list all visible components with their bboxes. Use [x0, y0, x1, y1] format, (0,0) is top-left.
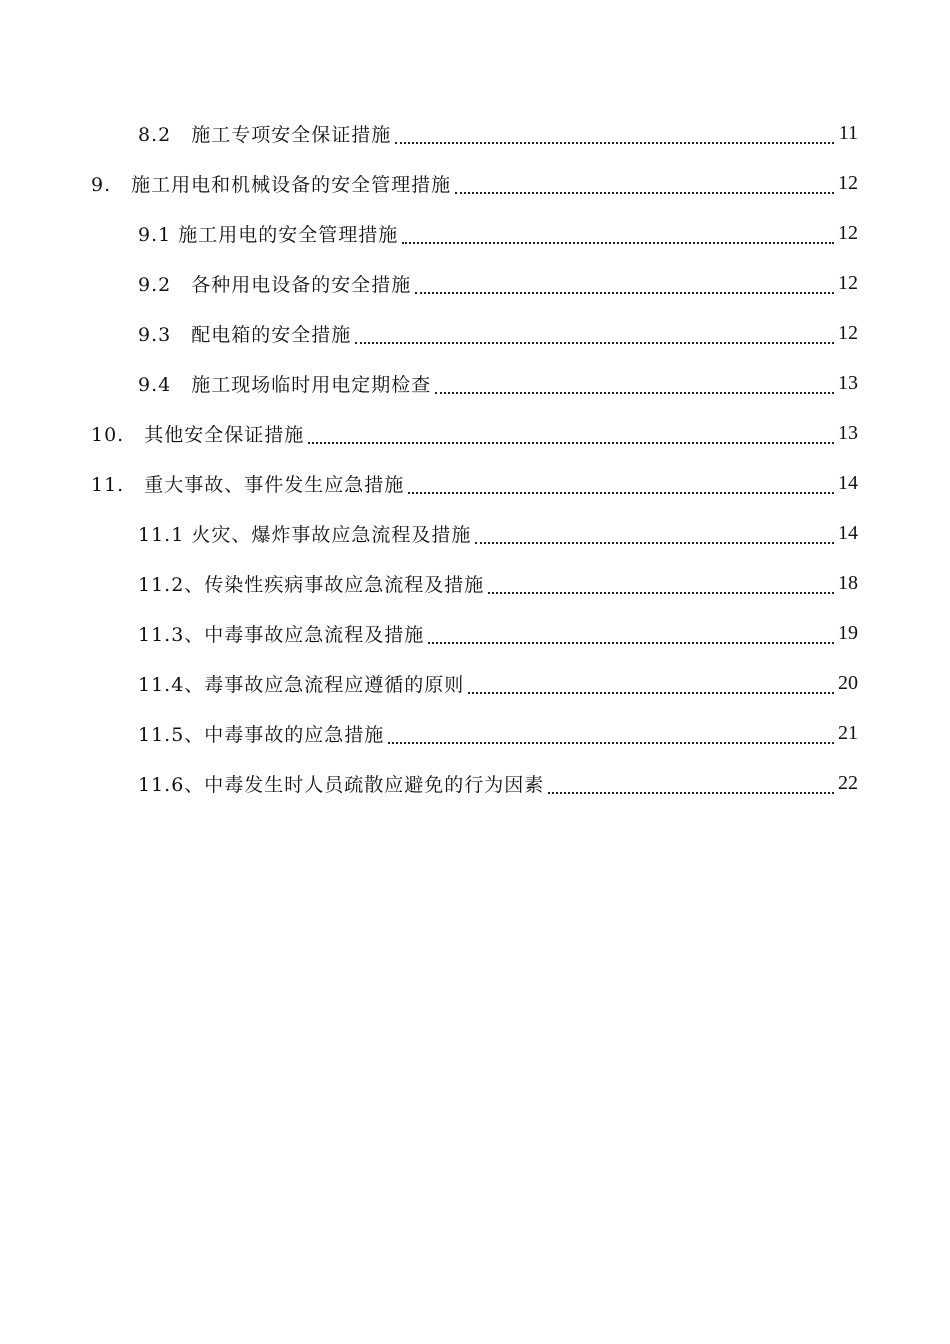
- dot-leader: [488, 591, 834, 594]
- toc-entry-title: 11.1 火灾、爆炸事故应急流程及措施: [138, 523, 472, 546]
- dot-leader: [455, 191, 834, 194]
- toc-entry-title: 11. 重大事故、事件发生应急措施: [91, 473, 405, 496]
- dot-leader: [355, 341, 834, 344]
- dot-leader: [408, 491, 834, 494]
- toc-entry-page: 13: [838, 371, 858, 394]
- toc-entry-9-1[interactable]: [0, 208, 950, 258]
- toc-entry-page: 22: [838, 771, 858, 794]
- toc-entry-11-4[interactable]: [0, 658, 950, 708]
- toc-entry-title: 11.6、中毒发生时人员疏散应避免的行为因素: [138, 773, 545, 796]
- dot-leader: [548, 791, 834, 794]
- dot-leader: [388, 741, 834, 744]
- dot-leader: [308, 441, 834, 444]
- toc-entry-title: 9.3 配电箱的安全措施: [138, 323, 352, 346]
- dot-leader: [395, 141, 834, 144]
- toc-entry-page: 12: [838, 271, 858, 294]
- toc-entry-title: 9.1 施工用电的安全管理措施: [138, 223, 399, 246]
- toc-entry-9-2[interactable]: [0, 258, 950, 308]
- dot-leader: [475, 541, 834, 544]
- toc-entry-title: 9.2 各种用电设备的安全措施: [138, 273, 412, 296]
- toc-entry-page: 14: [838, 471, 858, 494]
- dot-leader: [402, 241, 834, 244]
- toc-entry-page: 13: [838, 421, 858, 444]
- toc-entry-page: 12: [838, 321, 858, 344]
- toc-entry-11-1[interactable]: [0, 508, 950, 558]
- toc-entry-page: 20: [838, 671, 858, 694]
- toc-entry-title: 9. 施工用电和机械设备的安全管理措施: [91, 173, 452, 196]
- toc-entry-11[interactable]: [0, 458, 950, 508]
- toc-entry-title: 10. 其他安全保证措施: [91, 423, 305, 446]
- toc-entry-page: 12: [838, 171, 858, 194]
- toc-entry-page: 14: [838, 521, 858, 544]
- toc-entry-9-3[interactable]: [0, 308, 950, 358]
- dot-leader: [415, 291, 834, 294]
- dot-leader: [435, 391, 834, 394]
- toc-entry-11-5[interactable]: [0, 708, 950, 758]
- toc-entry-title: 11.4、毒事故应急流程应遵循的原则: [138, 673, 465, 696]
- toc-entry-title: 11.3、中毒事故应急流程及措施: [138, 623, 425, 646]
- dot-leader: [468, 691, 834, 694]
- toc-entry-11-2[interactable]: [0, 558, 950, 608]
- toc-entry-11-3[interactable]: [0, 608, 950, 658]
- toc-entry-page: 19: [838, 621, 858, 644]
- table-of-contents: [0, 108, 950, 808]
- toc-entry-title: 11.5、中毒事故的应急措施: [138, 723, 385, 746]
- toc-entry-8-2[interactable]: [0, 108, 950, 158]
- toc-entry-title: 9.4 施工现场临时用电定期检查: [138, 373, 432, 396]
- toc-entry-11-6[interactable]: [0, 758, 950, 808]
- toc-entry-title: 11.2、传染性疾病事故应急流程及措施: [138, 573, 485, 596]
- toc-entry-page: 12: [838, 221, 858, 244]
- toc-entry-title: 8.2 施工专项安全保证措施: [138, 123, 392, 146]
- toc-entry-9-4[interactable]: [0, 358, 950, 408]
- dot-leader: [428, 641, 834, 644]
- toc-entry-page: 18: [838, 571, 858, 594]
- toc-entry-page: 11: [838, 121, 858, 144]
- toc-entry-10[interactable]: [0, 408, 950, 458]
- toc-entry-9[interactable]: [0, 158, 950, 208]
- toc-entry-page: 21: [838, 721, 858, 744]
